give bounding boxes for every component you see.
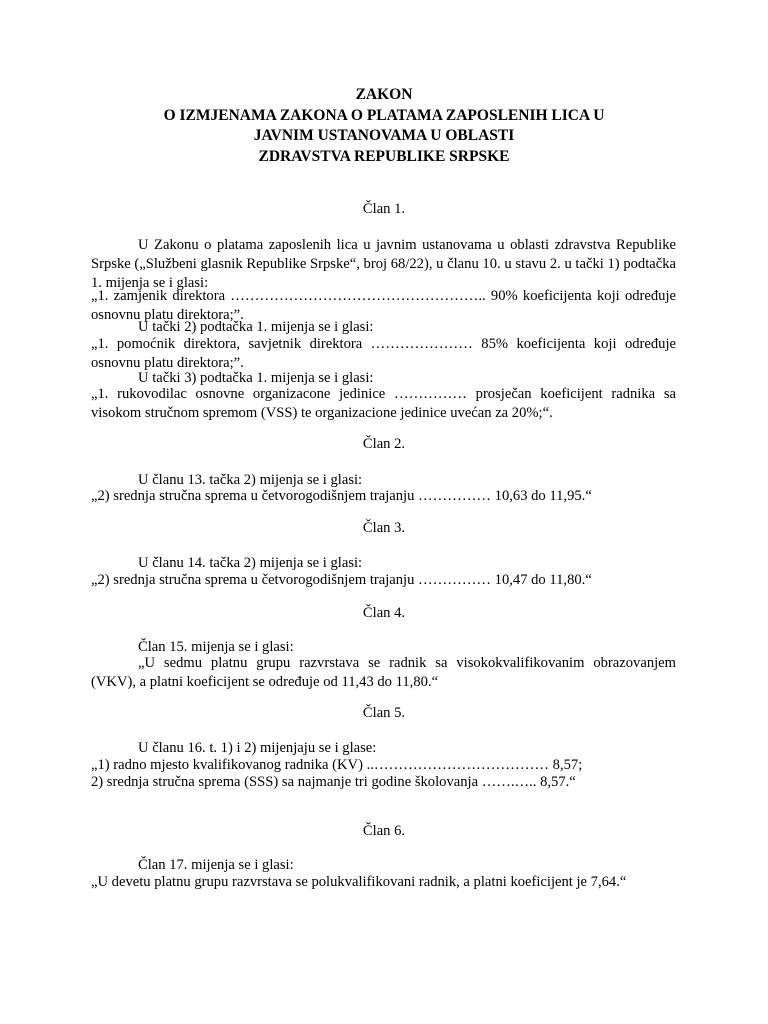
law-subtitle-line-1: O IZMJENAMA ZAKONA O PLATAMA ZAPOSLENIH LICA U — [163, 107, 605, 124]
article-1-item-1: „1. zamjenik direktora …………………………………………….. 90% koeficijenta koji određuje osnovnu platu direktora;”. — [91, 288, 676, 323]
article-1-paragraph: U Zakonu o platama zaposlenih lica u javnim ustanovama u oblasti zdravstva Republike Srpske („Službeni glasnik Republike Srpske“, broj 68/22), u članu 10. u stavu 2. u tački 1) podtačka 1. mijenja se i glasi: — [91, 237, 676, 291]
article-6-paragraph: Član 17. mijenja se i glasi: — [138, 857, 294, 873]
article-6-heading: Član 6. — [362, 823, 406, 839]
article-2-heading: Član 2. — [362, 436, 406, 452]
law-subtitle-line-2: JAVNIM USTANOVAMA U OBLASTI — [253, 127, 515, 144]
article-3-paragraph: U članu 14. tačka 2) mijenja se i glasi: — [138, 555, 363, 571]
article-4-heading: Član 4. — [362, 605, 406, 621]
article-1-paragraph: U tački 2) podtačka 1. mijenja se i glasi: — [138, 319, 374, 335]
article-3-heading: Član 3. — [362, 520, 406, 536]
article-5-item-1: „1) radno mjesto kvalifikovanog radnika (KV) ..……………………………… 8,57; — [91, 757, 583, 773]
article-4-paragraph: Član 15. mijenja se i glasi: — [138, 639, 294, 655]
article-5-paragraph: U članu 16. t. 1) i 2) mijenjaju se i glase: — [138, 740, 377, 756]
article-5-heading: Član 5. — [362, 705, 406, 721]
law-subtitle-line-3: ZDRAVSTVA REPUBLIKE SRPSKE — [258, 148, 510, 165]
article-5-item-2: 2) srednja stručna sprema (SSS) sa najmanje tri godine školovanja …….….. 8,57.“ — [91, 774, 576, 790]
article-2-item: „2) srednja stručna sprema u četvorogodišnjem trajanju …………… 10,63 do 11,95.“ — [91, 488, 592, 504]
law-title: ZAKON — [355, 86, 413, 103]
article-1-heading: Član 1. — [362, 201, 406, 217]
article-4-item: „U sedmu platnu grupu razvrstava se radnik sa visokokvalifikovanim obrazovanjem (VKV), a platni koeficijent se određuje od 11,43 do 11,80.“ — [91, 655, 676, 690]
article-1-item-2: „1. pomoćnik direktora, savjetnik direktora ………………… 85% koeficijenta koji određuje osnovnu platu direktora;”. — [91, 336, 676, 371]
article-3-item: „2) srednja stručna sprema u četvorogodišnjem trajanju …………… 10,47 do 11,80.“ — [91, 572, 592, 588]
article-6-item: „U devetu platnu grupu razvrstava se polukvalifikovani radnik, a platni koeficijent je 7,64.“ — [91, 874, 627, 890]
article-2-paragraph: U članu 13. tačka 2) mijenja se i glasi: — [138, 472, 363, 488]
article-1-item-3: „1. rukovodilac osnovne organizacone jedinice …………… prosječan koeficijent radnika sa visokom stručnom spremom (VSS) te organizacione jedinice uvećan za 20%;“. — [91, 386, 676, 421]
article-1-paragraph: U tački 3) podtačka 1. mijenja se i glasi: — [138, 370, 374, 386]
